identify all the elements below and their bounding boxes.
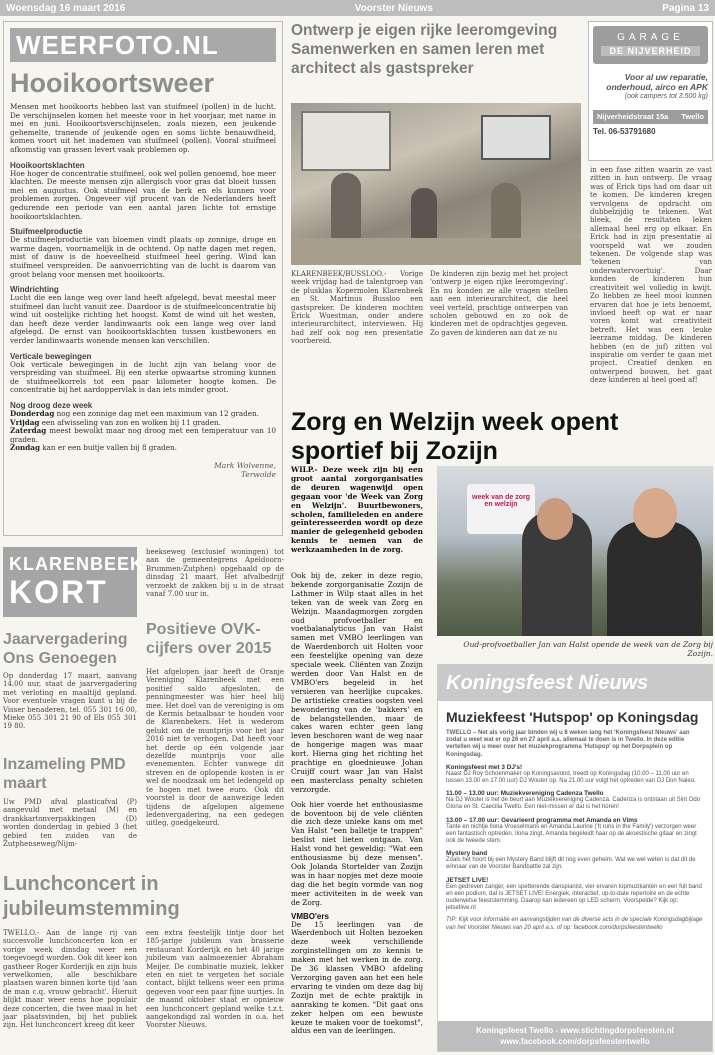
photo-man-right xyxy=(607,521,702,636)
kort-text-2: Uw PMD afval plasticafval (P) aangevuld met metaal (M) en drankkartonverpakkingen (D) worden donderdag in gebied 3 (het gebied ten zuiden van de Zutphenseweg/Nijm- xyxy=(3,798,137,849)
weerfoto-subheading: Hooikoortsklachten xyxy=(10,160,85,170)
weerfoto-logo-text: WEERFOTO.NL xyxy=(16,29,219,60)
weerfoto-paragraph: De stuifmeelproductie van bloemen vindt plaats op zonnige, droge en warme dagen, voornamelijk in de ochtend. Op natte dagen met regen, mist of dauw is de hoeveelheid stuifmeel heel gering. Wind kan stuifmeel verspreiden. De aanvoerrichting van de lucht is daarom van groot belang voor mensen met hooikoorts. xyxy=(10,235,276,279)
koningsfeest-item-heading: Mystery band xyxy=(446,850,488,858)
page-header xyxy=(0,0,715,16)
author-name: Mark Wolvenne, xyxy=(214,461,276,470)
zorg-subheading: VMBO'ers xyxy=(291,911,329,921)
kort-heading-2: Inzameling PMD maart xyxy=(3,756,126,792)
forecast-text: een afwisseling van zon en wolken bij 11 graden. xyxy=(41,417,221,427)
zorg-title: Zorg en Welzijn week opent sportief bij Zozijn xyxy=(291,408,619,465)
kort-logo-line1: KLARENBEEK xyxy=(9,554,145,574)
koningsfeest-footer xyxy=(438,1021,712,1051)
koningsfeest-item-text: Naast DJ Roy Schoenmaker op Koningsavond, treedt op Koningsdag (10.00 – 11.00 uur en tussen 13.00 en 17.00 uur) DJ Wouter op. Na 21.00 uur volgt het optreden van DJ Don Naleo. xyxy=(446,770,696,785)
zorg-caption: Oud-profvoetballer Jan van Halst opende de week van de Zorg bij Zozijn. xyxy=(463,640,713,658)
zorg-p3: De 15 leerlingen van de Waerdenboch uit Holten bezoeken deze week verschillende zorginstellingen om zo kennis te maken met het werken in de zorg. De 36 klassen VMBO afdeling Verzorging gaven aan het een hele ervaring te vinden om deze dag bij Zozijn met de echte praktijk in aanraking te komen. "Dit gaat ons zeker helpen om een bewuste keuze te maken voor de toekomst", aldus een van de leerlingen. xyxy=(291,919,423,1036)
ontwerp-col1: KLARENBEEK/BUSSLOO.- Vorige week vrijdag had de talentgroep van de plusklas Kopermolen Klarenbeek en St. Martinus Bussloo een gastspreker. De kinderen mochten Erick Wuestman, onder andere interieurarchitect, interviewen. Hij had zelf ook nog een presentatie voorbereid. xyxy=(291,270,423,346)
header-page: Pagina 13 xyxy=(662,2,709,14)
kort-text-6: een extra feestelijk tintje door het 185-jarige jubileum van brasserie restaurant Korderijk en het 40 jarige jubileum van aalmoezenier Abraham Meijer. De combinatie muziek, lekker eten en niet te vergeten het sociale contact, blijkt telkens weer een prima gegeven voor een paar fijne uurtjes. In de maand oktober staat er opnieuw een lunchconcert gepland welke t.z.t. aangekondigd zal worden in o.a. het Voorster Nieuws. xyxy=(146,929,284,1030)
ontwerp-photo xyxy=(291,103,581,265)
garage-text xyxy=(593,72,708,102)
header-date: Woensdag 16 maart 2016 xyxy=(6,2,126,14)
koningsfeest-item-text: Tante en nichtje Ilona Vroeselmans en Amanda Laurine ('It runs in the Family') verzorgen weer een fantastisch optreden. Ilona zingt, Amanda begeleidt haar op de akoestische gitaar en zingt ook de tweede stem. xyxy=(446,823,697,845)
forecast-day: Zondag xyxy=(10,443,40,453)
author-place: Terwolde xyxy=(240,470,276,479)
garage-logo-bottom: DE NIJVERHEID xyxy=(601,46,700,56)
garage-line3: (ook campers tot 3.500 kg) xyxy=(624,93,708,100)
weerfoto-paragraph: Hoe hoger de concentratie stuifmeel, ook wel pollen genoemd, hoe meer klachten. De meeste mensen zijn allergisch voor gras dat bloeit tussen mei en augustus. Ook stuifmeel van de berk en els kunnen voor problemen zorgen. Ongeveer vijf procent van de Nederlanders heeft gedurende een periode van een aantal jaren lichte tot ernstige hooikoortsklachten. xyxy=(10,168,276,221)
garage-line2: onderhoud, airco en APK xyxy=(606,82,708,92)
zorg-lead: WILP.- Deze week zijn bij een groot aantal zorgorganisaties de deuren wagenwijd open gegaan voor 'de Week van Zorg en Welzijn'. Buurtbewoners, scholen, familieleden en andere geïnteresseerden wordt op deze manier de gelegenheid geboden kennis te nemen van de werkzaamheden in de zorg. xyxy=(291,465,423,555)
forecast-day: Zaterdag xyxy=(10,426,47,436)
garage-logo xyxy=(593,26,708,64)
zorg-p1: Ook bij de, zeker in deze regio, bekende zorgorganisatie Zozijn de Lathmer in Wilp staat alles in het teken van de week van Zorg en Welzijn. Maandagmorgen zorgden oud profvoetballer en voetbalanalyticus Jan van Halst samen met VMBO leerlingen van de Waerdenborch uit Holten voor een feestelijke opening van deze speciale week. Cliënten van Zozijn werden door Van Halst en de VMBO'ers begeleid in het versieren van heerlijke cupcakes. De artistieke creaties oogsten veel bewondering van de 'bakkers' en de belangstellenden, maar de cakes waren echter geen lang leven beschoren want de weg naar de hongerige magen was maar kort. Hierna ging het richting het prachtige en gloednieuwe Johan Cruijff court waar Jan van Halst een masterclass penalty schieten verzorgde. xyxy=(291,571,423,794)
photo-window xyxy=(301,111,391,171)
footer-facebook[interactable]: www.facebook.com/dorpsfeestentwello xyxy=(500,1037,650,1046)
weerfoto-body xyxy=(10,103,276,395)
weerfoto-subheading: Windrichting xyxy=(10,285,59,295)
footer-site[interactable]: Koningsfeest Twello - www.stichtingdorpsfeesten.nl xyxy=(476,1026,674,1035)
koningsfeest-item-heading: 13.00 – 17.00 uur: Gevarieerd programma met Amanda en Vims xyxy=(446,816,638,824)
header-paper: Voorster Nieuws xyxy=(354,2,433,14)
garage-ad xyxy=(588,21,713,161)
garage-phone: Tel. 06-53791680 xyxy=(593,127,656,136)
forecast-day: Donderdag xyxy=(10,409,55,419)
koningsfeest-item-text: Een gedreven zanger, een spetterende danspianist, vier ervaren topmuzikanten en een full band en een podium, dat is JETSET LIVE! Energiek, interactief, up-to-date repertoire en de echte ouderwetse feeststemming. Daarop kan iedereen op LED scherm. Voorspelde? Kijk op: jetsetlive.nl xyxy=(446,883,702,912)
kort-text-1: Op donderdag 17 maart, aanvang 14.00 uur, staat de jaarvergadering met verloting en maaltijd gepland. Voor eventuele vragen kunt u bij de Visser benaderen, tel. 055 301 16 00, Mieke 055 301 21 90 of Els 055 301 19 80. xyxy=(3,672,137,731)
koningsfeest-item-heading: JETSET LIVE! xyxy=(446,876,489,884)
kort-heading-1: Jaarvergadering Ons Genoegen xyxy=(3,631,128,667)
kort-text-5: TWELLO.- Aan de lange rij van succesvolle lunchconcerten kon er vorige week dinsdag weer een toegevoegd worden. Ook dit keer kon gastheer Roger Korderijk en zijn huis verwelkomen, alle beschikbare plaatsen waren binnen korte tijd 'aan de man c.q. vrouw gebracht'. Hieruit blijkt maar weer eens hoe populair deze concerten, die twee maal in het jaar plaatsvinden, bij het publiek zijn. Het lunchconcert kreeg dit keer xyxy=(3,929,137,1030)
koningsfeest-item-text: Na DJ Wouter is het de beurt aan Muziekvereniging Cadenza. Cadenza is ontstaan uit Sint Odo Gloria en St. Caecilia Twello. Een niet-missen er dat is het horen! xyxy=(446,797,701,811)
kort-text-4: Het afgelopen jaar heeft de Oranje Vereniging Klarenbeek met een positief saldo afgesloten, de penningmeester was hier heel blij mee. Het doel van de vereniging is om de Kermis betaalbaar te houden voor de Klarenbekers. Het is wederom gelukt om de muntprijs voor het jaar 2016 niet te verhogen. Dat heeft voor het derde op één volgende jaar dezelfde muntprijs voor alle evenementen. Echter vanwege dit streven en de oplopende kosten is er wel de noodzaak om het ledengeld op te hogen met twee euro. Ook dit voorstel is door de aanwezige leden tijdens de afgelopen algemene ledenvergadering, na een gedegen uitleg, goedgekeurd. xyxy=(146,668,284,828)
forecast-text: nog een zonnige dag met een maximum van 12 graden. xyxy=(56,409,259,419)
banner-text: Koningsfeest Nieuws xyxy=(446,671,649,694)
ontwerp-col3: in een fase zitten waarin ze vast zitten in hun ontwerp. De vraag was of Erick tips had om daar uit te komen. De kinderen kregen vervolgens de opdracht om dubbelzijdig te tekenen. Wat bleek, de resultaten leken allemaal heel erg op elkaar. En Erick had in zijn presentatie al voorspeld wat we zouden tekenen. De volgende stap was 'tekenen van onderwatervoertuig'. Daar konden de kinderen hun creativiteit wel volledig in kwijt. Zo hebben ze heel mooi kunnen ervaren dat hoe je iets benoemt, invloed heeft op wat er naar voren komt wat creativiteit betreft. Het was een leuke leerzame middag. De kinderen hebben (en de juf) zitten vol inspiratie om verder te gaan met project. Creatief denken en ontwerpend bouwen, het gaat deze kinderen al heel goed af! xyxy=(590,166,712,385)
photo-head-left xyxy=(537,498,573,540)
weerfoto-paragraph: Ook verticale bewegingen in de lucht zijn van belang voor de verspreiding van stuifmeel. Bij een sterke opwaartse stroming kunnen de stuifmeelkorrels tot een paar kilometer hoogte komen. De concentratie bij het aardoppervlak is dan iets minder groot. xyxy=(10,359,276,395)
kort-text-3: beekseweg (exclusief woningen) tot aan de gemeentegrens Apeldoorn-Brummen-Zutphen) opgehaald op de dinsdag 21 maart. Het afvalbedrijf verzoekt de zakken bij u in de straat vanaf 7.00 uur in. xyxy=(146,548,284,599)
koningsfeest-intro: TWELLO – Net als vorig jaar binden wij u 8 weken lang het 'Koningsfeest Nieuws' aan zodat u weet wat er op 26 en 27 april a.s. allemaal te doen is in Twello. In deze editie vertellen wij u meer over het muziekprogramma 'Hutspop' op het Dorpsplein op Koningsdag. xyxy=(446,730,690,758)
weerfoto-article xyxy=(3,21,283,536)
forecast-item xyxy=(10,427,276,444)
sign-text: week van de zorg en welzijn xyxy=(472,494,530,508)
weerfoto-paragraph: Lucht die een lange weg over land heeft afgelegd, bevat meestal meer stuifmeel dan lucht vanuit zee. Daardoor is de stuifmeelconcentratie bij wind uit oostelijke richting het hoogst. Komt de wind uit het westen, dan heeft deze verder landinwaarts ook een lange weg over land afgelegd. De ernst van hooikoortsklachten tussen kustbewoners en verder landinwaarts wonende mensen kan verschillen. xyxy=(10,293,276,346)
kort-heading-4: Lunchconcert in jubileumstemming xyxy=(3,873,180,920)
photo-table xyxy=(291,238,581,265)
koningsfeest-items xyxy=(446,764,704,913)
kort-heading-3: Positieve OVK-cijfers over 2015 xyxy=(146,621,272,657)
weerfoto-logo xyxy=(10,28,276,62)
koningsfeest-title: Muziekfeest 'Hutspop' op Koningsdag xyxy=(446,709,699,725)
garage-address xyxy=(593,110,708,124)
koningsfeest-item-heading: 11.00 – 13.00 uur: Muziekvereniging Cadenza Twello xyxy=(446,790,604,798)
forecast-text: meest bewolkt maar nog droog met een temperatuur van 10 graden. xyxy=(10,426,276,444)
kort-logo xyxy=(3,547,145,617)
weerfoto-subheading: Verticale bewegingen xyxy=(10,351,92,361)
forecast-text: kan er een buitje vallen bij 8 graden. xyxy=(42,443,177,453)
koningsfeest-banner xyxy=(438,665,712,701)
koningsfeest-item-text: Zoals het hoort bij een Mystery Band blijft dit nog even geheim. Wat we wel weten is dat dit de winnaar van de Voorster Bandbattle zal zijn. xyxy=(446,857,696,871)
forecast-item xyxy=(10,444,276,453)
weerfoto-intro: Mensen met hooikoorts hebben last van stuifmeel (pollen) in de lucht. De verschijnselen komen het meeste voor in het voorjaar, met name in mei en juni. Hooikoortsverschijnselen, zoals niezen, een jeukende gehemelte, tranende of jeukende ogen en soms lichte benauwdheid, komen voort uit het inademen van stuifmeel (pollen). Vooral stuifmeel afkomstig van grassen levert vaak problemen op. xyxy=(10,102,276,154)
forecast-heading: Nog droog deze week xyxy=(10,401,93,411)
koningsfeest-content xyxy=(438,701,712,936)
forecast-list xyxy=(10,410,276,453)
kort-logo-line2: KORT xyxy=(9,574,108,610)
zorg-col1 xyxy=(291,572,423,1039)
koningsfeest-item-heading: Koningsfeest met 3 DJ's! xyxy=(446,763,523,771)
weerfoto-subheading: Stuifmeelproductie xyxy=(10,227,83,237)
photo-head-right xyxy=(633,488,677,538)
koningsfeest-box xyxy=(437,664,713,1052)
garage-line1: Voor al uw reparatie, xyxy=(624,72,708,82)
zorg-photo xyxy=(437,466,713,636)
forecast-day: Vrijdag xyxy=(10,417,40,427)
koningsfeest-tip: TIP: Kijk voor informatie en aanvangstijden van de diverse acts in de speciale Koningsdagbijlage van het Voorster Nieuws van 20 april a.s. of op: facebook.com/dorpsfeestentwello xyxy=(446,917,703,931)
weerfoto-author xyxy=(10,461,276,479)
ontwerp-col2: De kinderen zijn bezig met het project 'ontwerp je eigen rijke leeromgeving'. En nu konden ze alle vragen stellen aan een interieurarchitect, die heel veel verteld, prachtige ontwerpen van scholen gebouwd en zo ook de kinderen met de opdrachtjes gegeven. Zo gaven de kinderen aan dat ze nu xyxy=(430,270,568,337)
garage-town: Twello xyxy=(681,112,704,121)
zorg-p2: Ook hier voerde het enthousiasme de boventoon bij de vele cliënten die zich deze unieke kans om met Van Halst "een balletje te trappen" beslist niet lieten ontgaan. Van Halst vond het geweldig: "Wat een enthousiasme bij deze mensen". Ook Jolanda Stortelder van Zozijn was in haar nopjes met deze mooie dag die het begin vormde van nog meer activiteiten in de week van de Zorg. xyxy=(291,799,423,907)
photo-screen xyxy=(481,115,551,160)
ontwerp-title: Ontwerp je eigen rijke leeromgeving Samenwerken en samen leren met architect als gastspreker xyxy=(291,22,558,77)
garage-logo-top: GARAGE xyxy=(617,32,684,43)
garage-street: Nijverheidstraat 15a xyxy=(597,112,669,121)
weerfoto-title: Hooikoortsweer xyxy=(10,68,215,98)
